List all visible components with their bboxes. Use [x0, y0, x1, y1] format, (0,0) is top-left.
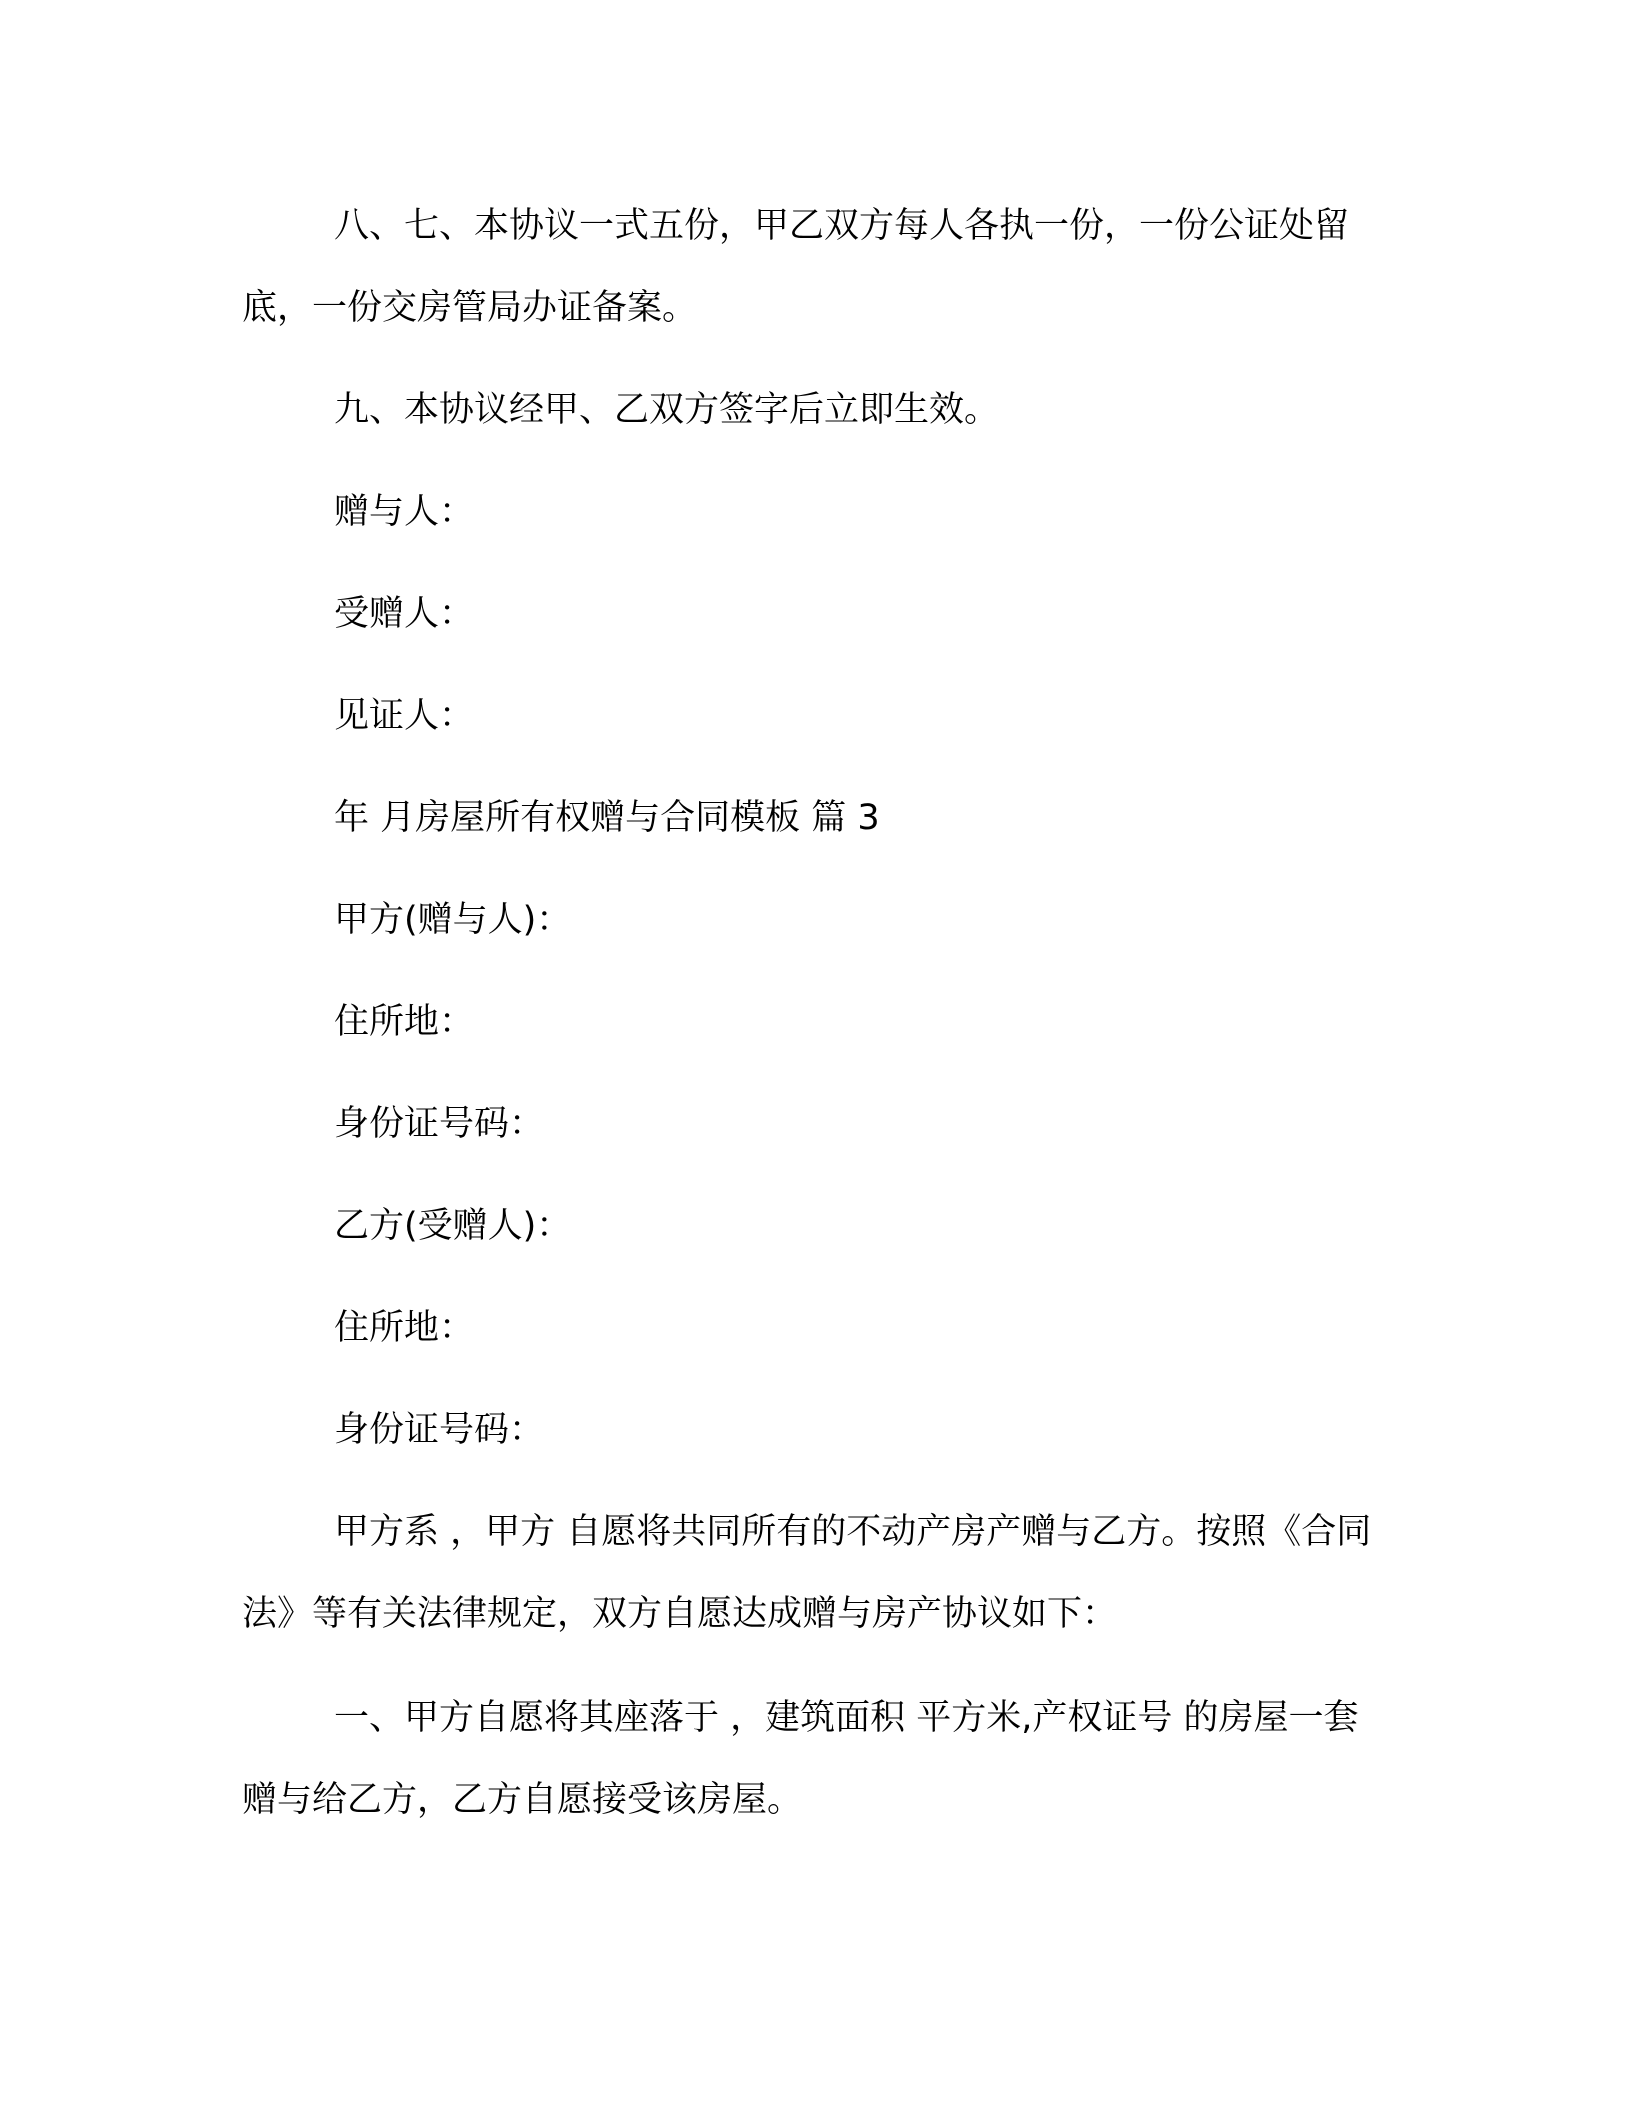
party-b-address: 住所地：: [334, 1308, 475, 1348]
party-a-id-number: 身份证号码：: [334, 1104, 545, 1144]
party-b-label: 乙方(受赠人)：: [334, 1206, 572, 1246]
document-body: [242, 185, 1372, 1841]
witness-signature-line: 见证人：: [334, 696, 475, 736]
section-title: 年 月房屋所有权赠与合同模板 篇 3: [334, 798, 880, 838]
donee-signature-line: 受赠人：: [334, 594, 475, 634]
party-b-id-number: 身份证号码：: [334, 1410, 545, 1450]
clause-one-property: 一、甲方自愿将其座落于 ，建筑面积 平方米,产权证号 的房屋一套赠与给乙方，乙方自愿接受该房屋。: [242, 1698, 1359, 1820]
clause-nine-effective: 九、本协议经甲、乙双方签字后立即生效。: [334, 390, 1000, 430]
party-a-label: 甲方(赠与人)：: [334, 900, 572, 940]
clause-eight-copies: 八、七、本协议一式五份，甲乙双方每人各执一份，一份公证处留底，一份交房管局办证备案。: [242, 206, 1350, 328]
preamble-paragraph: 甲方系 ，甲方 自愿将共同所有的不动产房产赠与乙方。按照《合同法》等有关法律规定，双方自愿达成赠与房产协议如下：: [242, 1512, 1372, 1634]
donor-signature-line: 赠与人：: [334, 492, 475, 532]
party-a-address: 住所地：: [334, 1002, 475, 1042]
